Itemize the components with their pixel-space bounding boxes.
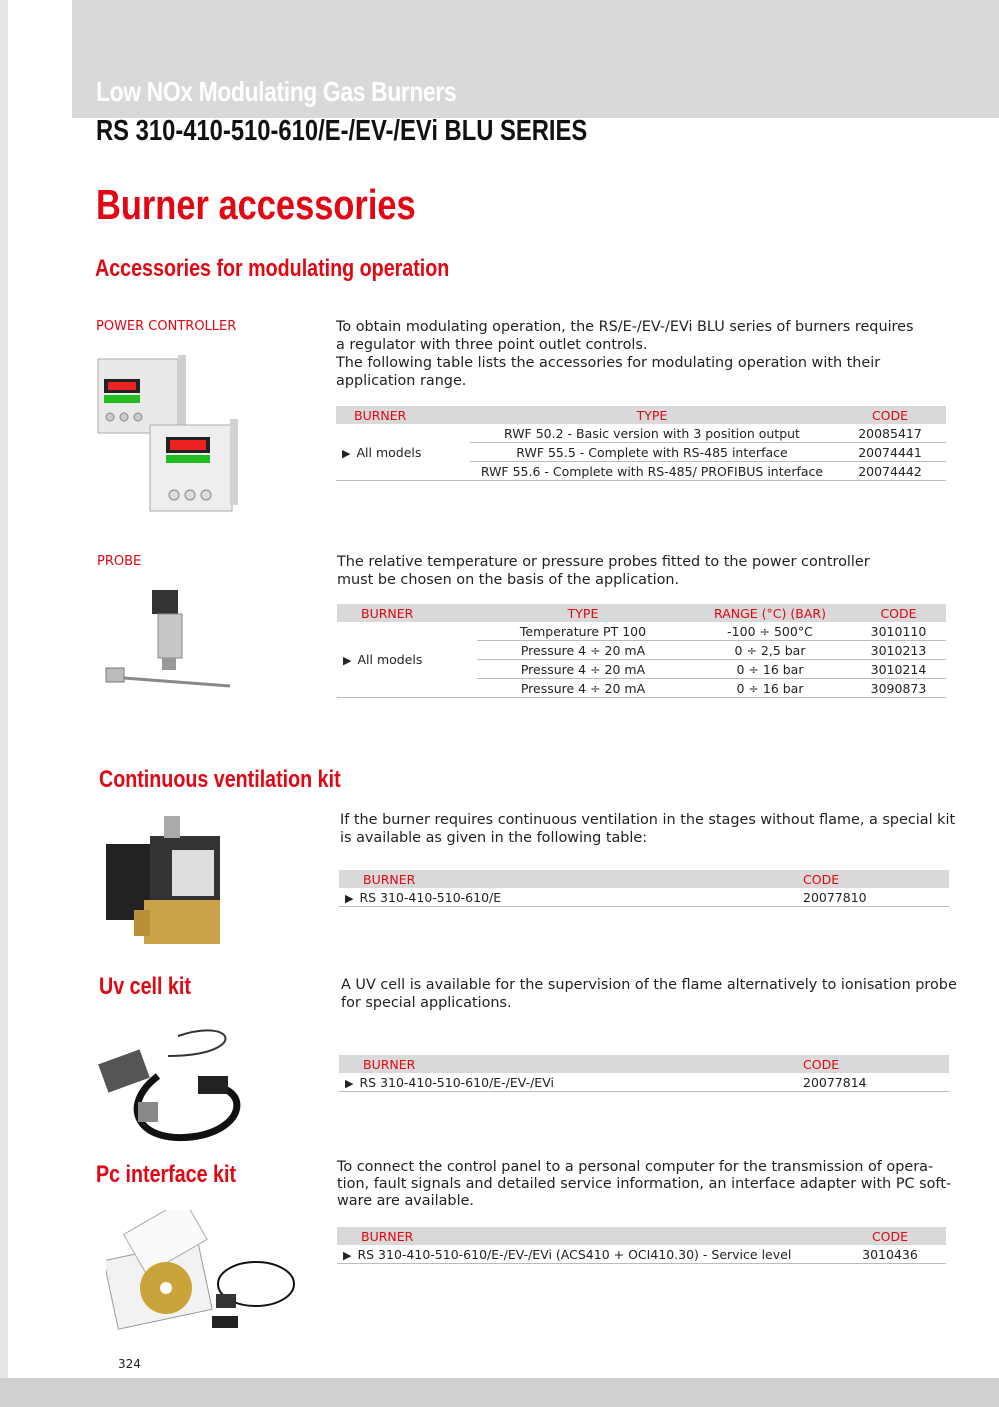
code-cell: 20074442: [834, 462, 946, 481]
text-line: application range.: [336, 373, 467, 389]
table-header-row: [339, 1055, 949, 1073]
triangle-bullet-icon: ▶: [342, 446, 351, 460]
burner-value: All models: [356, 444, 422, 460]
burner-cell: [339, 888, 803, 907]
column-header-code: CODE: [803, 870, 949, 888]
column-header-type: TYPE: [477, 604, 689, 622]
left-margin-strip: [0, 0, 8, 1407]
header-title: Low NOx Modulating Gas Burners: [96, 76, 457, 107]
pc-text: [337, 1159, 952, 1210]
section-heading-uv: Uv cell kit: [99, 973, 191, 1000]
type-cell: RWF 50.2 - Basic version with 3 position output: [470, 424, 834, 443]
code-cell: 3010213: [851, 641, 946, 660]
section-heading-modulating: Accessories for modulating operation: [95, 255, 450, 282]
section-heading-ventilation: Continuous ventilation kit: [99, 766, 341, 793]
probe-label: PROBE: [97, 554, 142, 569]
column-header-range: RANGE (°C) (BAR): [689, 604, 851, 622]
section-heading-pc: Pc interface kit: [96, 1161, 237, 1188]
burner-cell: [337, 622, 477, 698]
code-cell: 3010214: [851, 660, 946, 679]
text-line: To connect the control panel to a personal computer for the transmission of opera-: [337, 1159, 934, 1175]
table-row: [337, 622, 946, 641]
table-header-row: [337, 604, 946, 622]
burner-cell: [336, 424, 470, 481]
power-controller-image: [96, 353, 240, 515]
code-cell: 20077810: [803, 888, 949, 907]
triangle-bullet-icon: ▶: [343, 1248, 352, 1262]
text-line: must be chosen on the basis of the application.: [337, 572, 680, 588]
table-row: [339, 1073, 949, 1092]
ventilation-valve-image: [104, 814, 230, 946]
text-line: To obtain modulating operation, the RS/E-/EV-/EVi BLU series of burners requires: [336, 319, 914, 335]
column-header-code: CODE: [851, 604, 946, 622]
range-cell: -100 ÷ 500°C: [689, 622, 851, 641]
ventilation-text: [340, 811, 956, 847]
code-cell: 20077814: [803, 1073, 949, 1092]
text-line: If the burner requires continuous ventilation in the stages without flame, a special kit: [340, 812, 956, 828]
header-subtitle: RS 310-410-510-610/E-/EV-/EVi BLU SERIES: [96, 115, 588, 147]
text-line: tion, fault signals and detailed service information, an interface adapter with PC soft-: [337, 1176, 952, 1192]
column-header-burner: BURNER: [337, 604, 477, 622]
range-cell: 0 ÷ 16 bar: [689, 679, 851, 698]
triangle-bullet-icon: ▶: [345, 1076, 354, 1090]
text-line: A UV cell is available for the supervision of the flame alternatively to ionisation probe: [341, 977, 957, 993]
pc-table: [337, 1227, 946, 1264]
probe-text: [337, 553, 937, 589]
column-header-code: CODE: [803, 1055, 949, 1073]
column-header-code: CODE: [834, 1227, 946, 1245]
type-cell: RWF 55.5 - Complete with RS-485 interface: [470, 443, 834, 462]
column-header-burner: BURNER: [339, 1055, 803, 1073]
burner-value: All models: [357, 652, 423, 667]
probe-image: [100, 588, 234, 692]
type-cell: Pressure 4 ÷ 20 mA: [477, 660, 689, 679]
text-line: is available as given in the following table:: [340, 830, 648, 846]
text-line: for special applications.: [341, 995, 512, 1011]
probe-table: [337, 604, 946, 698]
column-header-burner: BURNER: [336, 406, 470, 424]
code-cell: 3010110: [851, 622, 946, 641]
power-controller-text: [336, 318, 946, 390]
uv-text: [341, 976, 957, 1012]
text-line: The relative temperature or pressure probes fitted to the power controller: [337, 554, 870, 570]
table-header-row: [336, 406, 946, 424]
burner-value: RS 310-410-510-610/E-/EV-/EVi (ACS410 + OCI410.30) - Service level: [357, 1246, 792, 1262]
table-header-row: [339, 870, 949, 888]
table-header-row: [337, 1227, 946, 1245]
page-number: 324: [118, 1357, 141, 1371]
column-header-code: CODE: [834, 406, 946, 424]
table-row: [339, 888, 949, 907]
code-cell: 20074441: [834, 443, 946, 462]
type-cell: Temperature PT 100: [477, 622, 689, 641]
type-cell: Pressure 4 ÷ 20 mA: [477, 679, 689, 698]
burner-value: RS 310-410-510-610/E-/EV-/EVi: [359, 1074, 554, 1090]
table-row: [337, 1245, 946, 1264]
column-header-type: TYPE: [470, 406, 834, 424]
table-row: [336, 424, 946, 443]
type-cell: RWF 55.6 - Complete with RS-485/ PROFIBUS interface: [470, 462, 834, 481]
column-header-burner: BURNER: [339, 870, 803, 888]
code-cell: 20085417: [834, 424, 946, 443]
range-cell: 0 ÷ 2,5 bar: [689, 641, 851, 660]
burner-cell: [339, 1073, 803, 1092]
power-controller-table: [336, 406, 946, 481]
text-line: ware are available.: [337, 1193, 474, 1209]
pc-interface-image: [106, 1210, 300, 1334]
uv-table: [339, 1055, 949, 1092]
burner-value: RS 310-410-510-610/E: [359, 889, 502, 905]
text-line: a regulator with three point outlet controls.: [336, 337, 648, 353]
code-cell: 3090873: [851, 679, 946, 698]
column-header-burner: BURNER: [337, 1227, 834, 1245]
triangle-bullet-icon: ▶: [345, 891, 354, 905]
range-cell: 0 ÷ 16 bar: [689, 660, 851, 679]
text-line: The following table lists the accessories for modulating operation with their: [336, 355, 881, 371]
burner-cell: [337, 1245, 834, 1264]
power-controller-label: POWER CONTROLLER: [96, 319, 237, 334]
footer-band: [0, 1378, 999, 1407]
triangle-bullet-icon: ▶: [343, 654, 352, 667]
ventilation-table: [339, 870, 949, 907]
uv-cell-image: [98, 1016, 258, 1142]
page-title: Burner accessories: [96, 181, 416, 228]
code-cell: 3010436: [834, 1245, 946, 1264]
type-cell: Pressure 4 ÷ 20 mA: [477, 641, 689, 660]
